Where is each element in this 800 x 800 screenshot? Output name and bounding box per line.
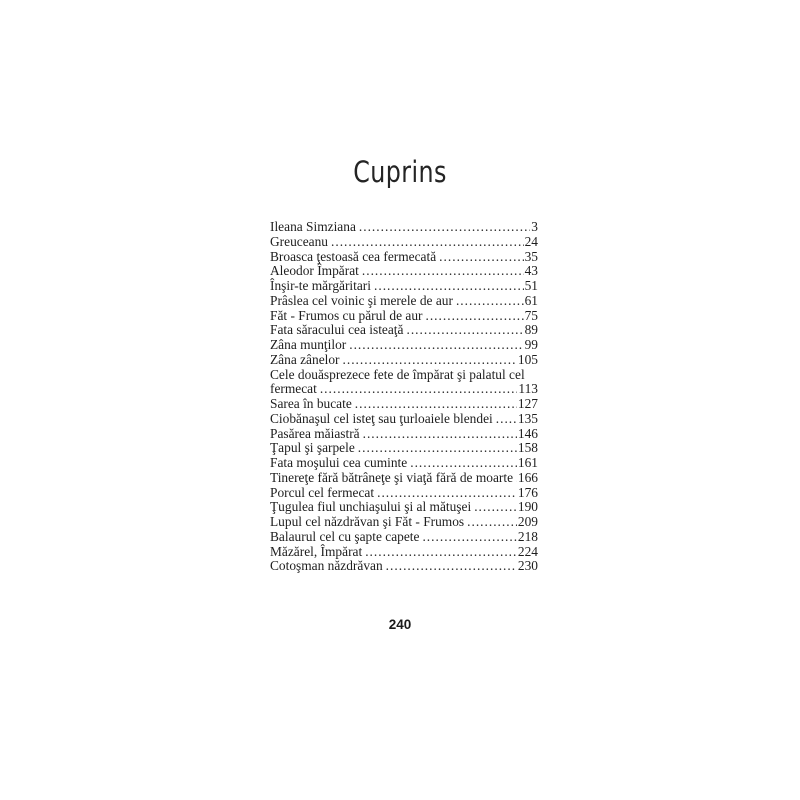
toc-leader-dots [422,530,516,545]
toc-entry-title: Ileana Simziana [270,219,356,234]
toc-leader-dots [496,412,517,427]
toc-entry-title: Ţapul şi şarpele [270,440,355,456]
toc-line [270,250,538,265]
toc-entry-page-number: 89 [524,322,538,338]
toc-entry-title: Aleodor Împărat [270,263,359,279]
toc-leader-dots [406,323,523,338]
toc-leader-dots [349,338,523,353]
toc-entry-title: Sarea în bucate [270,396,352,411]
toc-list [270,220,538,574]
toc-line [270,382,538,397]
toc-leader-dots [355,397,517,412]
toc-leader-dots [439,250,523,265]
toc-entry-title: fermecat [270,381,317,397]
toc-entry-title: Broasca ţestoasă cea fermecată [270,248,437,264]
toc-entry-page-number: 158 [517,440,538,456]
toc-entry-title: Ţugulea fiul unchiaşului şi al mătuşei [270,499,472,515]
toc-leader-dots [467,515,517,530]
toc-line [270,264,538,279]
toc-leader-dots [377,486,517,501]
toc-line [270,441,538,456]
page-title-text: Cuprins [353,155,447,189]
toc-line [270,220,538,235]
toc-leader-dots [425,309,523,324]
toc-line [270,545,538,560]
toc-line [270,530,538,545]
toc-entry-page-number: 135 [517,410,538,426]
toc-leader-dots [410,456,517,471]
toc-line [270,559,538,574]
toc-leader-dots [359,220,530,235]
toc-entry-title: Zâna zânelor [270,351,340,367]
toc-entry-page-number: 209 [517,514,538,529]
toc-entry-title: Porcul cel fermecat [270,484,375,500]
toc-entry-page-number: 146 [517,425,538,441]
toc-entry-page-number: 113 [518,381,538,397]
toc-line [270,323,538,338]
toc-line [270,486,538,501]
toc-leader-dots [363,427,517,442]
toc-entry-page-number: 61 [524,292,538,308]
toc-leader-dots [474,500,517,515]
toc-entry-page-number: 230 [517,558,538,574]
toc-entry-title: Fata moşului cea cuminte [270,455,408,470]
toc-leader-dots [516,471,517,486]
toc-line [270,368,538,383]
footer-page-number: 240 [388,617,412,632]
toc-entry-title: Cotoşman năzdrăvan [270,558,383,574]
toc-leader-dots [358,441,517,456]
toc-leader-dots [374,279,524,294]
toc-line [270,412,538,427]
toc-entry-title: Fata săracului cea isteaţă [270,322,404,338]
toc-entry-title: Pasărea măiastră [270,425,360,441]
toc-entry-title: Balaurul cel cu şapte capete [270,528,420,544]
toc-entry-page-number: 218 [517,528,538,544]
toc-leader-dots [365,545,517,560]
toc-line [270,353,538,368]
toc-line [270,309,538,324]
toc-entry-page-number: 24 [524,233,538,249]
toc-entry-title: Lupul cel năzdrăvan şi Făt - Frumos [270,514,465,529]
toc-entry-page-number: 99 [524,337,538,352]
toc-entry-page-number: 161 [517,455,538,470]
toc-line [270,235,538,250]
toc-leader-dots [386,559,517,574]
page-title [0,155,800,189]
toc-line [270,456,538,471]
toc-entry-page-number: 224 [517,543,538,559]
toc-entry-page-number: 35 [524,248,538,264]
toc-entry-title: Prâslea cel voinic şi merele de aur [270,292,453,308]
toc-leader-dots [362,264,524,279]
toc-entry-page-number: 176 [517,484,538,500]
toc-entry-page-number: 105 [517,351,538,367]
toc-line [270,427,538,442]
toc-entry-title: Măzărel, Împărat [270,543,363,559]
toc-leader-dots [331,235,524,250]
toc-entry-title: Făt - Frumos cu părul de aur [270,307,423,323]
toc-entry-title: Ciobănaşul cel isteţ sau ţurloaiele blendei [270,410,493,426]
toc-line [270,338,538,353]
toc-entry-title: Tinereţe fără bătrâneţe şi viaţă fără de moarte [270,469,514,485]
toc-entry-page-number: 190 [517,499,538,515]
toc-line [270,471,538,486]
toc-line [270,279,538,294]
toc-entry-page-number: 75 [524,307,538,323]
toc-entry-page-number: 43 [524,263,538,279]
toc-leader-dots [320,382,518,397]
toc-leader-dots [343,353,517,368]
toc-line [270,397,538,412]
toc-entry-title: Înşir-te mărgăritari [270,278,371,293]
toc-line [270,294,538,309]
toc-entry-page-number: 3 [531,219,538,234]
toc-leader-dots [456,294,524,309]
toc-entry-title: Greuceanu [270,233,328,249]
toc-entry-title: Cele douăsprezece fete de împărat şi palatul cel [270,366,525,382]
toc-entry-page-number: 127 [517,396,538,411]
toc-entry-title: Zâna munţilor [270,337,347,352]
toc-entry-page-number: 166 [517,469,538,485]
toc-line [270,500,538,515]
toc-line [270,515,538,530]
toc-entry-page-number: 51 [524,278,538,293]
